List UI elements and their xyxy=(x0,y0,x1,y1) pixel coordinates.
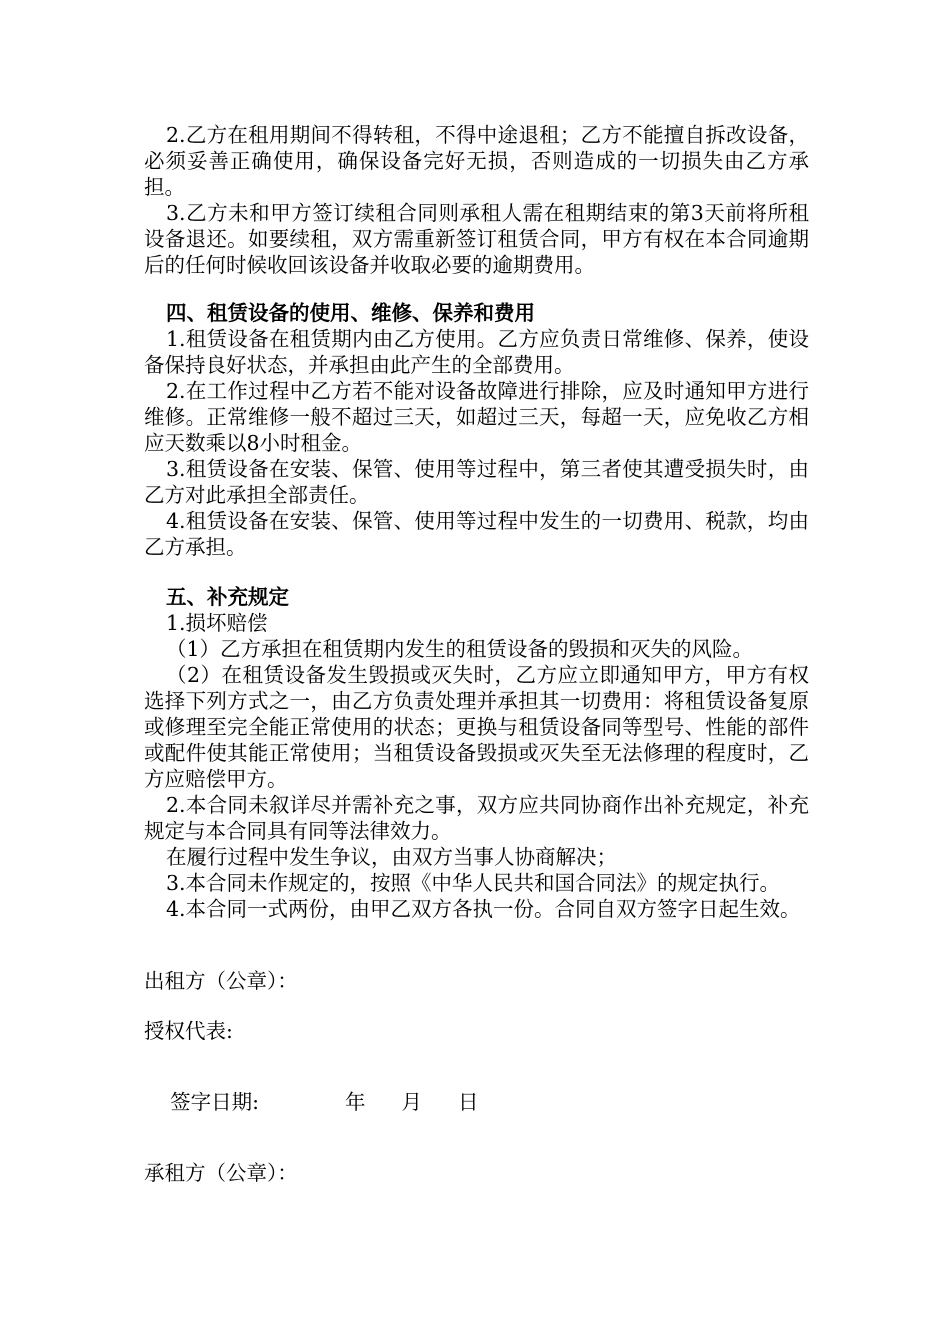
authorized-representative-label: 授权代表: xyxy=(144,1019,233,1043)
lessee-seal-label: 承租方（公章）： xyxy=(144,1161,298,1185)
clause-4-1: 1.租赁设备在租赁期内由乙方使用。乙方应负责日常维修、保养，使设备保持良好状态，并承担由此产生的全部费用。 xyxy=(144,327,809,377)
signing-date-line xyxy=(144,1063,479,1141)
clause-4-3: 3.租赁设备在安装、保管、使用等过程中，第三者使其遭受损失时，由乙方对此承担全部责任。 xyxy=(144,457,809,507)
clause-5-dispute: 在履行过程中发生争议，由双方当事人协商解决； xyxy=(166,845,617,869)
section-5-heading: 五、补充规定 xyxy=(166,585,289,609)
clause-5-1-1: （1）乙方承担在租赁期内发生的租赁设备的毁损和灭失的风险。 xyxy=(166,637,754,661)
section-4-heading: 四、租赁设备的使用、维修、保养和费用 xyxy=(166,301,535,325)
clause-3-2: 2.乙方在租用期间不得转租，不得中途退租；乙方不能擅自拆改设备，必须妥善正确使用，确保设备完好无损，否则造成的一切损失由乙方承担。 xyxy=(144,123,809,199)
clause-5-1-2: （2）在租赁设备发生毁损或灭失时，乙方应立即通知甲方，甲方有权选择下列方式之一，由乙方负责处理并承担其一切费用：将租赁设备复原或修理至完全能正常使用的状态；更换与租赁设备同等型号、性能的部件或配件使其能正常使用；当租赁设备毁损或灭失至无法修理的程度时，乙方应赔偿甲方。 xyxy=(144,663,809,791)
clause-5-4: 4.本合同一式两份，由甲乙双方各执一份。合同自双方签字日起生效。 xyxy=(166,897,801,921)
date-day: 日 xyxy=(458,1090,479,1114)
clause-3-3: 3.乙方未和甲方签订续租合同则承租人需在租期结束的第3天前将所租设备退还。如要续租，双方需重新签订租赁合同，甲方有权在本合同逾期后的任何时候收回该设备并收取必要的逾期费用。 xyxy=(144,201,809,277)
date-year: 年 xyxy=(345,1090,366,1114)
lessor-seal-label: 出租方（公章）： xyxy=(144,969,298,993)
spacer xyxy=(144,560,809,584)
clause-4-2: 2.在工作过程中乙方若不能对设备故障进行排除，应及时通知甲方进行维修。正常维修一般不超过三天，如超过三天，每超一天，应免收乙方相应天数乘以8小时租金。 xyxy=(144,379,809,455)
date-month: 月 xyxy=(401,1090,422,1114)
signing-date-label: 签字日期: xyxy=(170,1090,259,1114)
clause-5-1-title: 1.损坏赔偿 xyxy=(166,611,268,635)
clause-5-2: 2.本合同未叙详尽并需补充之事，双方应共同协商作出补充规定，补充规定与本合同具有同等法律效力。 xyxy=(144,793,809,843)
clause-5-3: 3.本合同未作规定的，按照《中华人民共和国合同法》的规定执行。 xyxy=(166,871,781,895)
clause-4-4: 4.租赁设备在安装、保管、使用等过程中发生的一切费用、税款，均由乙方承担。 xyxy=(144,509,809,559)
contract-body xyxy=(144,122,809,922)
spacer xyxy=(144,278,809,300)
